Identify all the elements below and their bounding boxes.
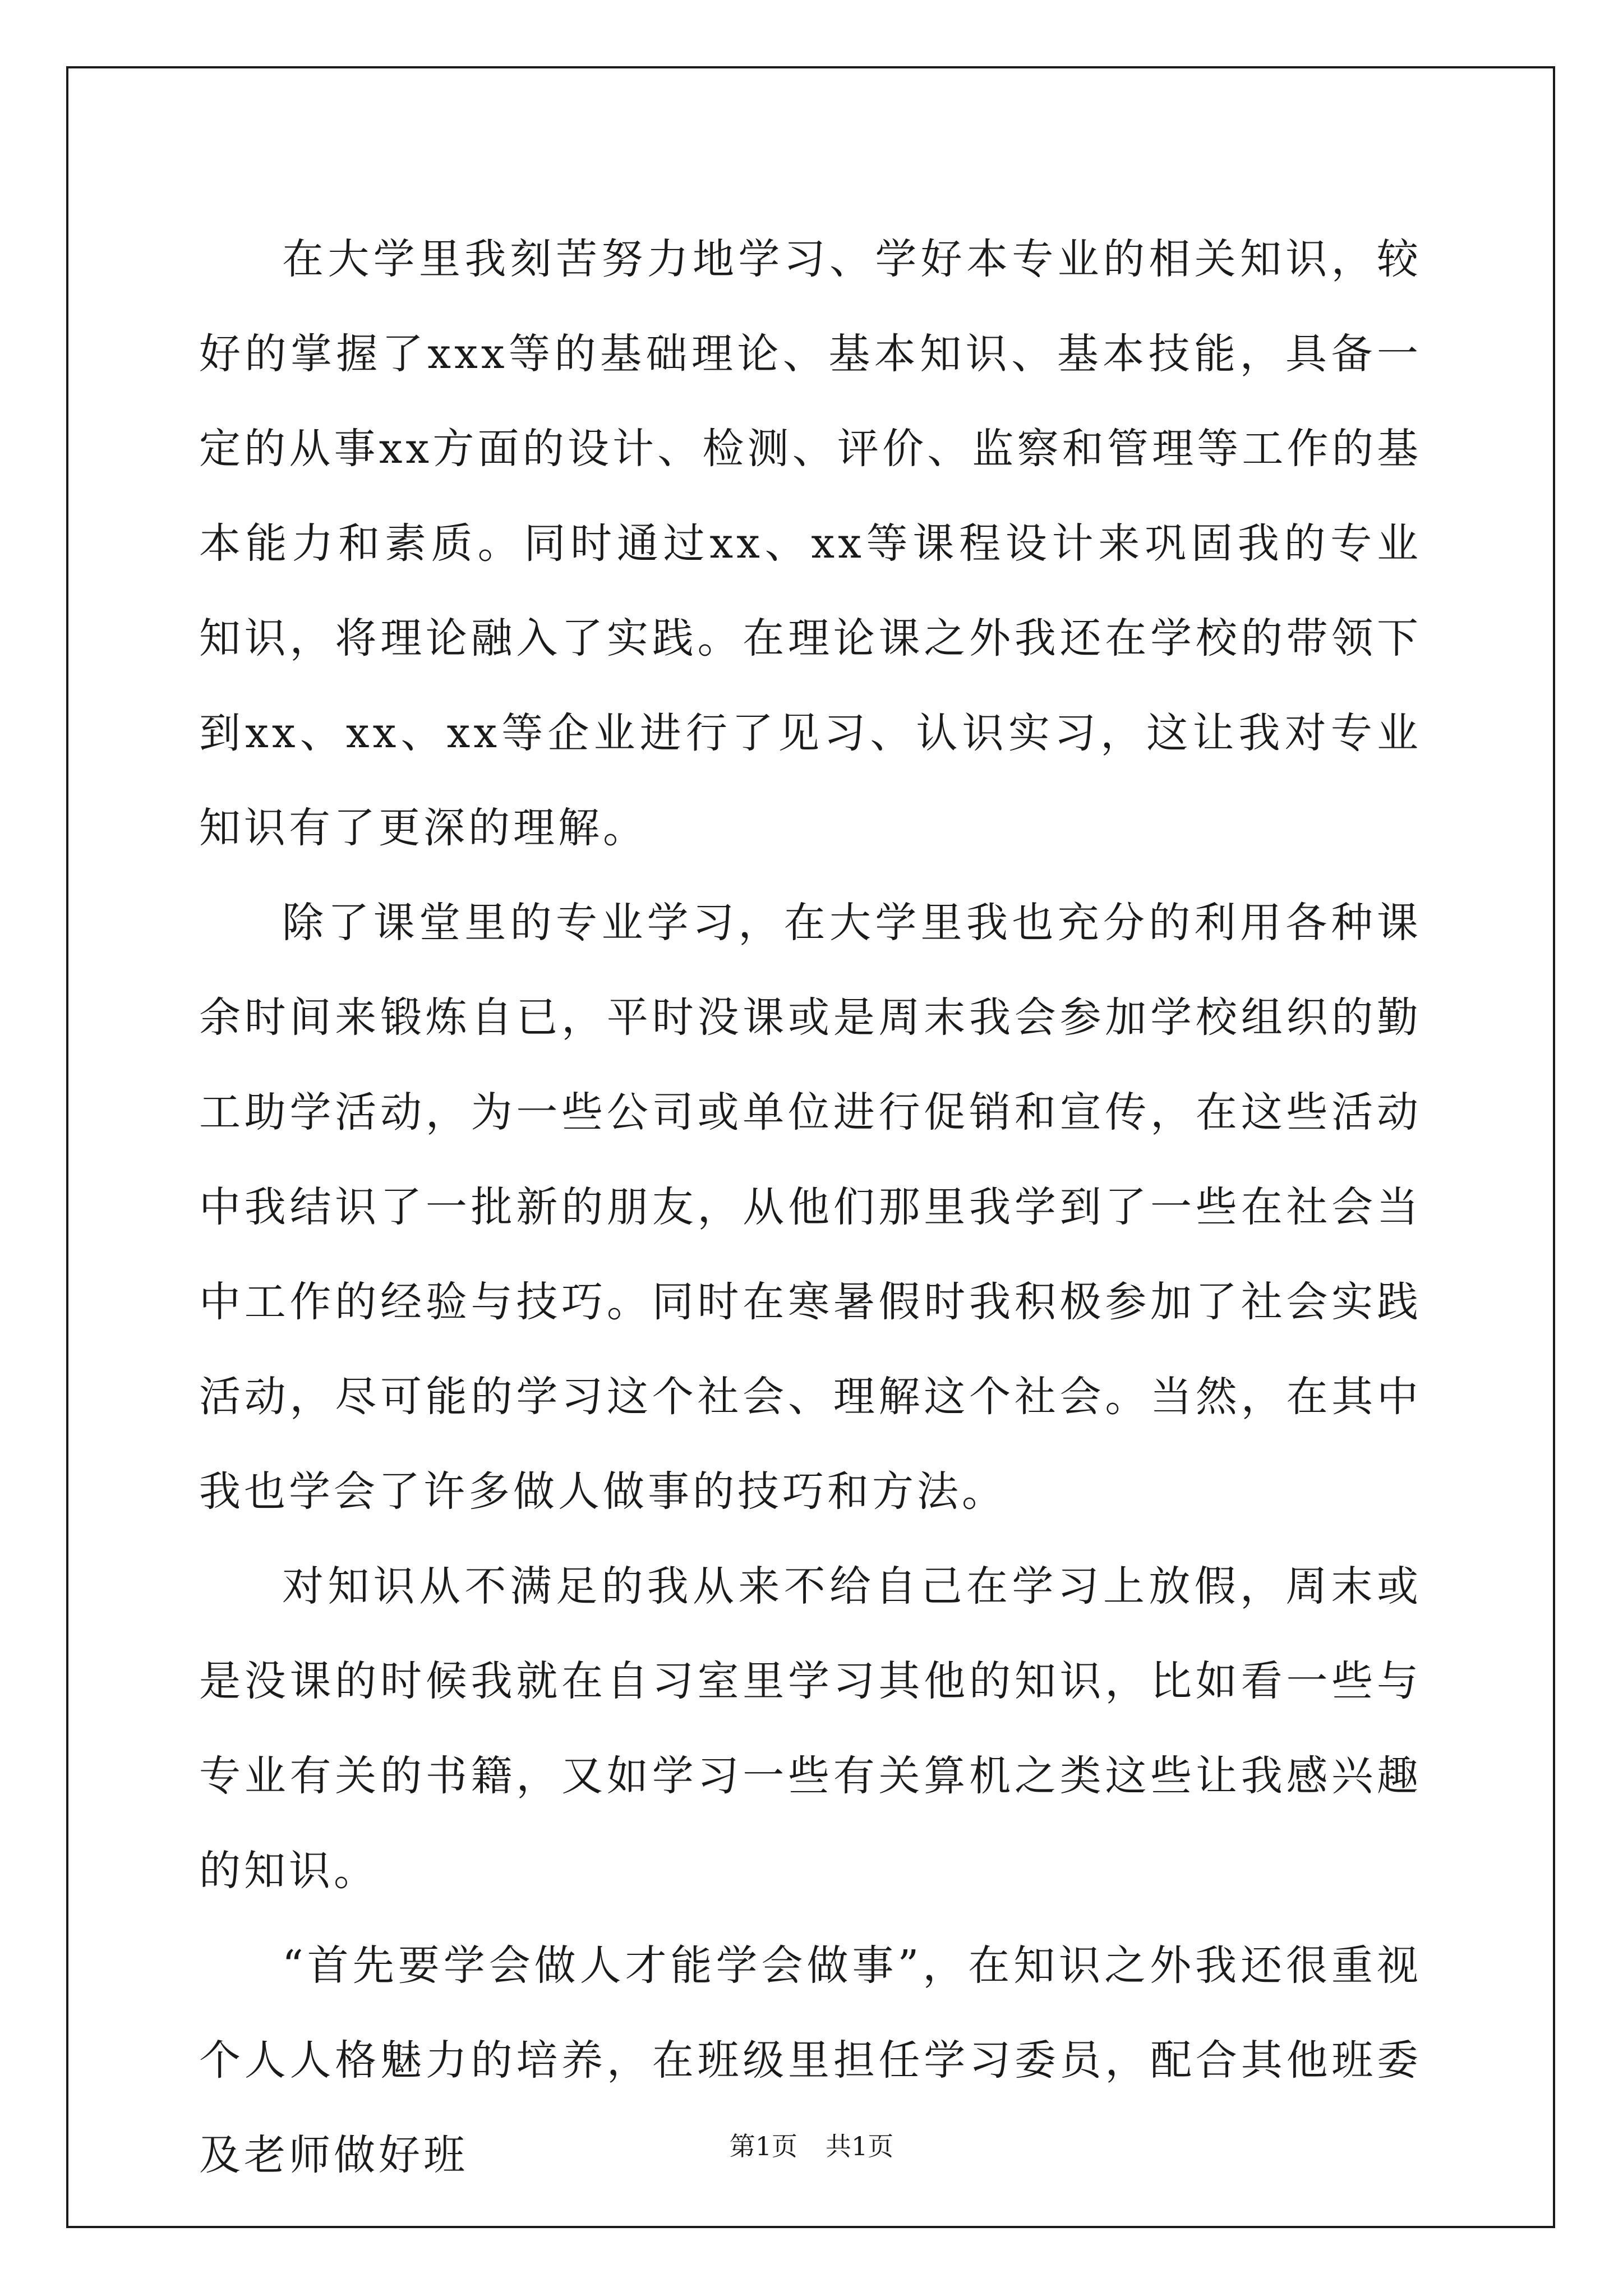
document-body bbox=[199, 212, 1422, 2203]
paragraph: 对知识从不满足的我从来不给自己在学习上放假，周末或是没课的时候我就在自习室里学习其他的知识，比如看一些与专业有关的书籍，又如学习一些有关算机之类这些让我感兴趣的知识。 bbox=[199, 1562, 1422, 1895]
paragraph: 在大学里我刻苦努力地学习、学好本专业的相关知识，较好的掌握了xxx等的基础理论、基本知识、基本技能，具备一定的从事xx方面的设计、检测、评价、监察和管理等工作的基本能力和素质。同时通过xx、xx等课程设计来巩固我的专业知识，将理论融入了实践。在理论课之外我还在学校的带领下到xx、xx、xx等企业进行了见习、认识实习，这让我对专业知识有了更深的理解。 bbox=[199, 235, 1422, 852]
paragraph: “首先要学会做人才能学会做事”，在知识之外我还很重视个人人格魅力的培养，在班级里担任学习委员，配合其他班委及老师做好班 bbox=[199, 1941, 1422, 2179]
page-footer bbox=[0, 2126, 1623, 2163]
page-number-total: 共1页 bbox=[826, 2131, 894, 2161]
page-number-current: 第1页 bbox=[729, 2131, 797, 2161]
paragraph: 除了课堂里的专业学习，在大学里我也充分的利用各种课余时间来锻炼自已，平时没课或是周末我会参加学校组织的勤工助学活动，为一些公司或单位进行促销和宣传，在这些活动中我结识了一批新的朋友，从他们那里我学到了一些在社会当中工作的经验与技巧。同时在寒暑假时我积极参加了社会实践活动，尽可能的学习这个社会、理解这个社会。当然，在其中我也学会了许多做人做事的技巧和方法。 bbox=[199, 899, 1422, 1516]
